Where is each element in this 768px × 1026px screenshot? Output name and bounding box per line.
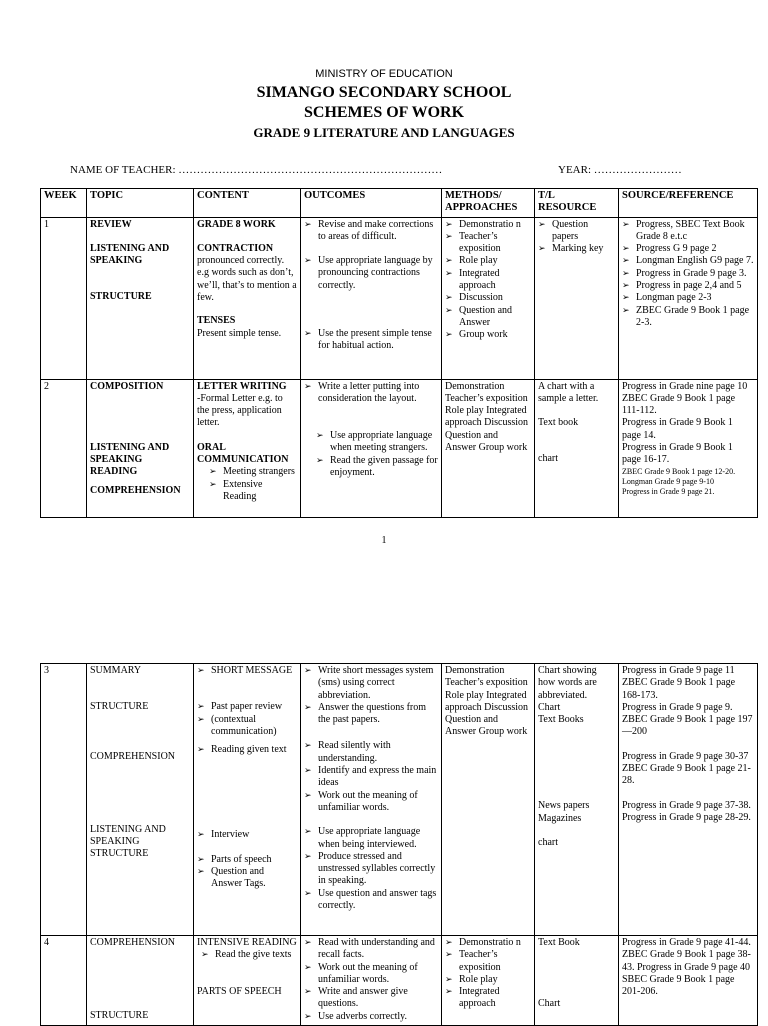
resource-text: chart [538,837,558,849]
schemes-table-page-1 [40,188,758,518]
resource-text: Chart [538,998,561,1010]
outcomes-cell [301,379,442,517]
resource-text: Chart showing how words are abbreviated. [538,665,597,701]
content-item: ➢ Read the give texts [201,949,297,961]
source-text: Progress in Grade 9 page 28-29. [622,811,751,823]
content-heading: CONTRACTION [197,242,274,254]
source-text-small: Progress in Grade 9 page 21. [622,486,715,496]
method-item: ➢ Question and Answer [445,305,531,330]
outcome-item: ➢ Use adverbs correctly. [304,1011,438,1023]
methods-cell: Demonstration Teacher’s exposition Role play Integrated approach Discussion Question and Answer Group work [442,379,535,517]
resource-text: Text Books [538,714,584,726]
resource-text: chart [538,453,558,465]
content-cell [194,664,301,936]
method-item: ➢ Group work [445,329,531,341]
outcome-item: ➢ Use appropriate language when being interviewed. [304,826,438,851]
column-header-outcomes: OUTCOMES [301,189,442,218]
column-header-source: SOURCE/REFERENCE [619,189,758,218]
topic-text: STRUCTURE [90,701,149,713]
outcome-item: ➢ Write short messages system (sms) using correct abbreviation. [304,665,438,702]
resource-item: ➢ Marking key [538,243,615,255]
outcome-item: ➢ Write and answer give questions. [304,986,438,1011]
table-row [41,217,758,379]
teacher-name-line: NAME OF TEACHER: ……………………………………………………………… [70,164,443,176]
topic-text: COMPREHENSION [90,750,176,762]
outcome-item: ➢ Use the present simple tense for habitual action. [304,328,438,353]
outcome-item: ➢ Read silently with understanding. [304,740,438,765]
topic-text: COMPREHENSION [90,937,176,948]
content-cell [194,379,301,517]
source-item: ➢ Progress, SBEC Text Book Grade 8 e.t.c [622,219,754,244]
content-heading: TENSES [197,315,236,327]
source-text: ZBEC Grade 9 Book 1 page 111-112. [622,392,736,417]
column-header-week: WEEK [41,189,87,218]
outcomes-cell [301,664,442,936]
method-item: ➢ Teacher’s exposition [445,231,531,256]
method-item: ➢ Demonstratio n [445,219,531,231]
resource-cell [535,664,619,936]
resource-text: News papers [538,800,590,812]
content-text: pronounced correctly. e.g words such as don’t, we’ll, that’s to mention a few. [197,255,297,304]
document-title: SCHEMES OF WORK [303,104,465,121]
topic-text: COMPOSITION [90,380,164,392]
source-item: ➢ Progress in Grade 9 page 3. [622,268,754,280]
table-row [41,379,758,517]
source-cell [619,379,758,517]
methods-cell [442,217,535,379]
source-item: ➢ Progress G 9 page 2 [622,243,754,255]
source-text: Progress in Grade nine page 10 [622,380,748,392]
content-text: -Formal Letter e.g. to the press, application letter. [197,392,283,429]
source-cell: Progress in Grade 9 page 41-44. ZBEC Grade 9 Book 1 page 38-43. Progress in Grade 9 page 40 SBEC Grade 9 Book 1 page 201-206. [619,936,758,1026]
outcome-item: ➢ Work out the meaning of unfamiliar words. [304,962,438,987]
resource-text: Text Book [538,937,580,948]
method-item: ➢ Role play [445,974,531,986]
method-item: ➢ Integrated approach [445,986,531,1011]
resource-item: ➢ Question papers [538,219,615,244]
source-text: Progress in Grade 9 Book 1 page 16-17. [622,442,733,466]
resource-cell [535,936,619,1026]
content-heading: GRADE 8 WORK [197,218,276,230]
outcome-item: ➢ Use appropriate language when meeting strangers. [316,430,438,455]
topic-cell [87,217,194,379]
source-item: ➢ Longman English G9 page 7. [622,255,754,267]
method-item: ➢ Teacher’s exposition [445,949,531,974]
resource-text: Magazines [538,812,582,824]
content-heading: LETTER WRITING [197,380,287,392]
content-heading: INTENSIVE READING [197,937,297,948]
source-cell [619,664,758,936]
outcome-item: ➢ Read the given passage for enjoyment. [316,455,438,480]
table-row [41,936,758,1026]
week-cell: 2 [41,379,87,517]
column-header-resource: T/L RESOURCE [535,189,619,218]
source-text: Progress in Grade 9 page 30-37 ZBEC Grade 9 Book 1 page 21-28. [622,750,751,787]
column-header-content: CONTENT [194,189,301,218]
topic-text: SUMMARY [90,665,142,676]
page-two [0,640,768,1024]
source-text: Progress in Grade 9 page 9. ZBEC Grade 9 Book 1 page 197—200 [622,701,753,738]
outcome-item: ➢ Use question and answer tags correctly. [304,888,438,913]
table-header-row [41,189,758,218]
methods-cell [442,936,535,1026]
topic-cell [87,379,194,517]
source-text-small: ZBEC Grade 9 Book 1 page 12-20. [622,466,736,476]
ministry-heading: MINISTRY OF EDUCATION [315,68,453,80]
column-header-topic: TOPIC [87,189,194,218]
method-item: ➢ Discussion [445,292,531,304]
resource-text: Text book [538,417,579,429]
week-cell: 1 [41,217,87,379]
topic-cell [87,664,194,936]
content-item: ➢ Meeting strangers [209,466,297,478]
document-subtitle: GRADE 9 LITERATURE AND LANGUAGES [253,125,515,140]
school-name: SIMANGO SECONDARY SCHOOL [256,84,512,101]
column-header-methods: METHODS/ APPROACHES [442,189,535,218]
outcomes-cell [301,217,442,379]
outcome-item: ➢ Produce stressed and unstressed syllables correctly in speaking. [304,851,438,888]
outcomes-cell [301,936,442,1026]
content-item: ➢ Reading given text [197,744,297,756]
content-item: ➢ SHORT MESSAGE [197,665,297,677]
method-item: ➢ Role play [445,255,531,267]
content-heading: ORAL COMMUNICATION [197,441,289,466]
content-text: Present simple tense. [197,327,282,339]
topic-text: COMPREHENSION [90,484,181,496]
topic-text: LISTENING AND SPEAKING READING [90,441,170,478]
content-item: ➢ Question and Answer Tags. [197,866,297,891]
source-item: ➢ ZBEC Grade 9 Book 1 page 2-3. [622,305,754,330]
outcome-item: ➢ Use appropriate language by pronouncing contractions correctly. [304,255,438,292]
source-item: ➢ Longman page 2-3 [622,292,754,304]
resource-cell [535,217,619,379]
content-item: ➢ (contextual communication) [197,714,297,739]
topic-text: STRUCTURE [90,291,152,303]
resource-text: A chart with a sample a letter. [538,380,599,404]
topic-text: LISTENING AND SPEAKING STRUCTURE [90,823,166,860]
method-item: ➢ Integrated approach [445,268,531,293]
outcome-item: ➢ Answer the questions from the past papers. [304,702,438,727]
outcome-item: ➢ Read with understanding and recall facts. [304,937,438,962]
source-text-small: Longman Grade 9 page 9-10 [622,476,714,486]
content-cell [194,217,301,379]
topic-text: LISTENING AND SPEAKING [90,242,170,267]
content-item: ➢ Extensive Reading [209,479,297,504]
methods-cell: Demonstration Teacher’s exposition Role play Integrated approach Discussion Question and Answer Group work [442,664,535,936]
content-cell [194,936,301,1026]
resource-cell [535,379,619,517]
source-text: Progress in Grade 9 page 11 ZBEC Grade 9 Book 1 page 168-173. [622,665,736,701]
topic-text: STRUCTURE [90,1010,149,1022]
topic-text: REVIEW [90,218,132,230]
source-item: ➢ Progress in page 2,4 and 5 [622,280,754,292]
page-number: 1 [381,535,387,546]
outcome-item: ➢ Write a letter putting into consideration the layout. [304,381,438,406]
source-cell [619,217,758,379]
method-item: ➢ Demonstratio n [445,937,531,949]
source-text: Progress in Grade 9 page 37-38. [622,799,751,811]
content-item: ➢ Past paper review [197,701,297,713]
content-heading: PARTS OF SPEECH [197,985,282,997]
table-row [41,664,758,936]
outcome-item: ➢ Identify and express the main ideas [304,765,438,790]
content-item: ➢ Interview [197,829,297,841]
outcome-item: ➢ Work out the meaning of unfamiliar words. [304,790,438,815]
content-item: ➢ Parts of speech [197,854,297,866]
topic-cell [87,936,194,1026]
outcome-item: ➢ Revise and make corrections to areas of difficult. [304,219,438,244]
week-cell: 3 [41,664,87,936]
resource-text: Chart [538,701,561,713]
source-text: Progress in Grade 9 Book 1 page 14. [622,417,733,441]
year-line: YEAR: …………………… [558,164,682,176]
schemes-table-page-2 [40,663,758,1026]
week-cell: 4 [41,936,87,1026]
